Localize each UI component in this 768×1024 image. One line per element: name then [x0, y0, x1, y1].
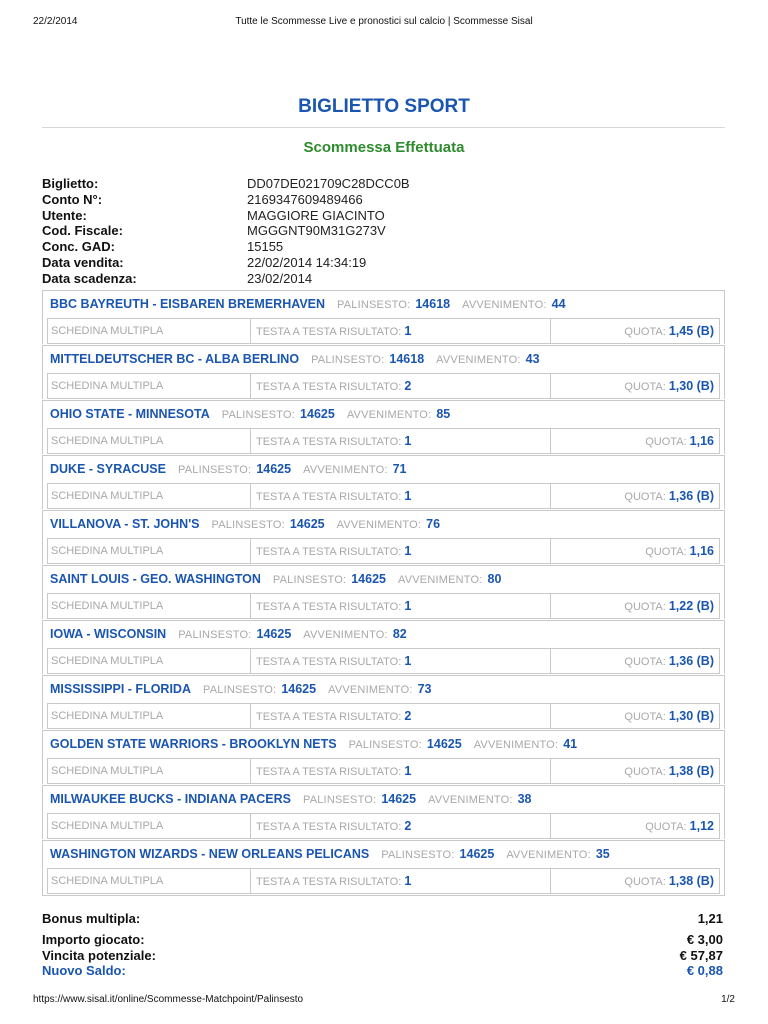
summary-value: 1,21	[697, 911, 723, 926]
summary-label: Nuovo Saldo:	[42, 963, 126, 979]
avvenimento-label: AVVENIMENTO:	[397, 574, 483, 586]
event-item	[42, 290, 725, 344]
schedina-cell	[48, 594, 251, 618]
event-name: MITTELDEUTSCHER BC - ALBA BERLINO	[50, 352, 300, 366]
quota-value: 1,30 (B)	[668, 379, 714, 393]
bet-summary	[42, 911, 725, 979]
summary-label: Bonus multipla:	[42, 911, 141, 926]
risultato-value: 2	[404, 709, 412, 723]
testa-label: TESTA A TESTA RISULTATO:	[256, 876, 402, 888]
info-row-utente	[42, 208, 725, 224]
event-bet-row	[47, 483, 720, 509]
summary-saldo	[42, 963, 725, 979]
ticket-info	[42, 176, 725, 287]
event-header	[43, 456, 724, 483]
info-label: Data vendita:	[42, 254, 124, 270]
event-header	[43, 291, 724, 318]
schedina-cell	[48, 869, 251, 893]
event-header	[43, 511, 724, 538]
quota-label: QUOTA:	[624, 491, 666, 503]
palinsesto-value: 14625	[351, 572, 386, 586]
event-name: MISSISSIPPI - FLORIDA	[50, 682, 191, 696]
event-bet-row	[47, 428, 720, 454]
event-name: BBC BAYREUTH - EISBAREN BREMERHAVEN	[50, 297, 326, 311]
print-url: https://www.sisal.it/online/Scommesse-Matchpoint/Palinsesto	[33, 994, 304, 1005]
quota-cell	[551, 869, 719, 893]
palinsesto-label: PALINSESTO:	[302, 794, 377, 806]
schedina-label: SCHEDINA MULTIPLA	[51, 325, 164, 337]
testa-label: TESTA A TESTA RISULTATO:	[256, 546, 402, 558]
risultato-cell	[251, 594, 551, 618]
risultato-cell	[251, 319, 551, 343]
schedina-label: SCHEDINA MULTIPLA	[51, 380, 164, 392]
info-value: 15155	[247, 239, 284, 255]
testa-label: TESTA A TESTA RISULTATO:	[256, 766, 402, 778]
risultato-value: 1	[404, 324, 412, 338]
quota-value: 1,36 (B)	[668, 489, 714, 503]
risultato-value: 1	[404, 764, 412, 778]
info-value: 23/02/2014	[247, 270, 313, 286]
schedina-label: SCHEDINA MULTIPLA	[51, 820, 164, 832]
print-date: 22/2/2014	[33, 16, 78, 27]
schedina-cell	[48, 539, 251, 563]
events-list	[42, 290, 725, 896]
event-header	[43, 621, 724, 648]
quota-label: QUOTA:	[645, 821, 687, 833]
palinsesto-label: PALINSESTO:	[272, 574, 347, 586]
quota-value: 1,36 (B)	[668, 654, 714, 668]
event-bet-row	[47, 703, 720, 729]
testa-label: TESTA A TESTA RISULTATO:	[256, 821, 402, 833]
summary-bonus	[42, 911, 725, 927]
schedina-cell	[48, 429, 251, 453]
avvenimento-value: 76	[426, 517, 441, 531]
schedina-label: SCHEDINA MULTIPLA	[51, 710, 164, 722]
quota-value: 1,22 (B)	[668, 599, 714, 613]
title-divider	[42, 127, 725, 128]
risultato-cell	[251, 649, 551, 673]
quota-value: 1,38 (B)	[668, 874, 714, 888]
info-row-conto	[42, 192, 725, 208]
schedina-cell	[48, 374, 251, 398]
event-header	[43, 731, 724, 758]
quota-value: 1,16	[689, 544, 714, 558]
event-header	[43, 566, 724, 593]
risultato-cell	[251, 869, 551, 893]
schedina-label: SCHEDINA MULTIPLA	[51, 765, 164, 777]
risultato-value: 2	[404, 819, 412, 833]
print-page-number: 1/2	[721, 994, 735, 1005]
event-item	[42, 840, 725, 896]
risultato-cell	[251, 484, 551, 508]
avvenimento-value: 85	[436, 407, 451, 421]
schedina-cell	[48, 704, 251, 728]
quota-cell	[551, 704, 719, 728]
event-name: MILWAUKEE BUCKS - INDIANA PACERS	[50, 792, 291, 806]
palinsesto-value: 14625	[256, 462, 292, 476]
summary-value: € 57,87	[679, 947, 723, 963]
info-row-conc-gad	[42, 239, 725, 255]
palinsesto-value: 14625	[281, 682, 317, 696]
quota-cell	[551, 539, 719, 563]
event-item	[42, 675, 725, 729]
event-bet-row	[47, 868, 720, 894]
avvenimento-value: 38	[517, 792, 532, 806]
summary-label: Vincita potenziale:	[42, 947, 156, 963]
info-label: Cod. Fiscale:	[42, 223, 123, 239]
quota-label: QUOTA:	[645, 546, 687, 558]
risultato-value: 1	[404, 599, 412, 613]
quota-cell	[551, 484, 719, 508]
event-name: OHIO STATE - MINNESOTA	[50, 407, 210, 421]
quota-value: 1,16	[689, 434, 714, 448]
palinsesto-label: PALINSESTO:	[211, 519, 285, 531]
avvenimento-label: AVVENIMENTO:	[473, 739, 559, 751]
testa-label: TESTA A TESTA RISULTATO:	[256, 656, 402, 668]
testa-label: TESTA A TESTA RISULTATO:	[256, 491, 402, 503]
palinsesto-label: PALINSESTO:	[381, 849, 455, 861]
avvenimento-label: AVVENIMENTO:	[506, 849, 591, 861]
avvenimento-label: AVVENIMENTO:	[328, 684, 413, 696]
info-label: Data scadenza:	[42, 270, 137, 286]
page-subtitle: Scommessa Effettuata	[303, 139, 465, 156]
avvenimento-label: AVVENIMENTO:	[462, 299, 547, 311]
event-bet-row	[47, 538, 720, 564]
event-item	[42, 785, 725, 839]
info-label: Conc. GAD:	[42, 239, 115, 255]
quota-label: QUOTA:	[624, 766, 666, 778]
testa-label: TESTA A TESTA RISULTATO:	[256, 381, 402, 393]
quota-value: 1,45 (B)	[668, 324, 714, 338]
event-bet-row	[47, 593, 720, 619]
event-item	[42, 565, 725, 619]
schedina-label: SCHEDINA MULTIPLA	[51, 875, 164, 887]
testa-label: TESTA A TESTA RISULTATO:	[256, 326, 402, 338]
event-header	[43, 346, 724, 373]
quota-label: QUOTA:	[624, 876, 666, 888]
avvenimento-label: AVVENIMENTO:	[428, 794, 513, 806]
avvenimento-value: 80	[487, 572, 502, 586]
info-label: Conto N°:	[42, 191, 103, 207]
quota-value: 1,12	[689, 819, 714, 833]
avvenimento-label: AVVENIMENTO:	[346, 409, 432, 421]
testa-label: TESTA A TESTA RISULTATO:	[256, 711, 402, 723]
schedina-cell	[48, 484, 251, 508]
risultato-cell	[251, 429, 551, 453]
quota-label: QUOTA:	[624, 601, 666, 613]
event-item	[42, 455, 725, 509]
avvenimento-label: AVVENIMENTO:	[436, 354, 521, 366]
palinsesto-label: PALINSESTO:	[178, 464, 252, 476]
quota-cell	[551, 594, 719, 618]
info-value: DD07DE021709C28DCC0B	[247, 176, 410, 191]
summary-label: Importo giocato:	[42, 931, 145, 947]
event-item	[42, 730, 725, 784]
event-item	[42, 510, 725, 564]
avvenimento-value: 82	[392, 627, 407, 641]
palinsesto-label: PALINSESTO:	[203, 684, 277, 696]
event-name: IOWA - WISCONSIN	[50, 627, 167, 641]
palinsesto-value: 14625	[426, 737, 462, 751]
event-item	[42, 345, 725, 399]
summary-vincita	[42, 948, 725, 964]
page-title: BIGLIETTO SPORT	[298, 96, 470, 117]
palinsesto-value: 14625	[459, 847, 495, 861]
quota-value: 1,30 (B)	[668, 709, 714, 723]
avvenimento-value: 44	[551, 297, 566, 311]
schedina-cell	[48, 759, 251, 783]
info-row-cod-fiscale	[42, 223, 725, 239]
risultato-value: 1	[404, 544, 412, 558]
event-header	[43, 676, 724, 703]
quota-label: QUOTA:	[645, 436, 687, 448]
quota-value: 1,38 (B)	[668, 764, 714, 778]
print-page-title: Tutte le Scommesse Live e pronostici sul calcio | Scommesse Sisal	[235, 16, 533, 27]
schedina-label: SCHEDINA MULTIPLA	[51, 545, 164, 557]
info-label: Biglietto:	[42, 176, 99, 191]
info-row-data-scadenza	[42, 271, 725, 287]
event-header	[43, 401, 724, 428]
schedina-label: SCHEDINA MULTIPLA	[51, 435, 164, 447]
palinsesto-value: 14625	[381, 792, 417, 806]
avvenimento-value: 41	[563, 737, 578, 751]
risultato-value: 2	[404, 379, 412, 393]
info-value: MGGGNT90M31G273V	[247, 223, 386, 239]
quota-label: QUOTA:	[624, 711, 666, 723]
summary-value: € 0,88	[686, 963, 723, 979]
palinsesto-label: PALINSESTO:	[221, 409, 296, 421]
testa-label: TESTA A TESTA RISULTATO:	[256, 436, 402, 448]
info-label: Utente:	[42, 207, 87, 223]
summary-importo	[42, 932, 725, 948]
risultato-cell	[251, 759, 551, 783]
avvenimento-value: 73	[417, 682, 432, 696]
schedina-label: SCHEDINA MULTIPLA	[51, 655, 164, 667]
testa-label: TESTA A TESTA RISULTATO:	[256, 601, 402, 613]
palinsesto-value: 14625	[300, 407, 335, 421]
summary-value: € 3,00	[686, 931, 723, 947]
event-header	[43, 786, 724, 813]
event-name: VILLANOVA - ST. JOHN'S	[50, 517, 200, 531]
avvenimento-value: 43	[525, 352, 540, 366]
avvenimento-label: AVVENIMENTO:	[303, 464, 388, 476]
event-bet-row	[47, 373, 720, 399]
schedina-cell	[48, 814, 251, 838]
quota-label: QUOTA:	[624, 656, 666, 668]
info-value: MAGGIORE GIACINTO	[247, 207, 385, 223]
quota-cell	[551, 429, 719, 453]
quota-cell	[551, 759, 719, 783]
quota-cell	[551, 374, 719, 398]
risultato-value: 1	[404, 489, 412, 503]
risultato-value: 1	[404, 434, 412, 448]
schedina-label: SCHEDINA MULTIPLA	[51, 600, 164, 612]
risultato-cell	[251, 814, 551, 838]
schedina-cell	[48, 649, 251, 673]
avvenimento-label: AVVENIMENTO:	[336, 519, 422, 531]
schedina-cell	[48, 319, 251, 343]
quota-label: QUOTA:	[624, 326, 666, 338]
info-value: 2169347609489466	[247, 191, 363, 207]
palinsesto-value: 14618	[389, 352, 425, 366]
event-name: DUKE - SYRACUSE	[50, 462, 166, 476]
risultato-cell	[251, 374, 551, 398]
palinsesto-value: 14618	[415, 297, 451, 311]
event-item	[42, 620, 725, 674]
event-bet-row	[47, 318, 720, 344]
event-bet-row	[47, 813, 720, 839]
palinsesto-label: PALINSESTO:	[348, 739, 422, 751]
info-row-biglietto	[42, 176, 725, 192]
risultato-value: 1	[404, 874, 412, 888]
info-row-data-vendita	[42, 255, 725, 271]
avvenimento-value: 71	[392, 462, 407, 476]
quota-cell	[551, 814, 719, 838]
schedina-label: SCHEDINA MULTIPLA	[51, 490, 164, 502]
palinsesto-label: PALINSESTO:	[311, 354, 385, 366]
palinsesto-label: PALINSESTO:	[178, 629, 252, 641]
event-name: GOLDEN STATE WARRIORS - BROOKLYN NETS	[50, 737, 337, 751]
palinsesto-label: PALINSESTO:	[337, 299, 411, 311]
risultato-value: 1	[404, 654, 412, 668]
quota-cell	[551, 319, 719, 343]
quota-label: QUOTA:	[624, 381, 666, 393]
event-bet-row	[47, 758, 720, 784]
palinsesto-value: 14625	[289, 517, 325, 531]
avvenimento-value: 35	[595, 847, 610, 861]
risultato-cell	[251, 704, 551, 728]
event-bet-row	[47, 648, 720, 674]
risultato-cell	[251, 539, 551, 563]
event-name: WASHINGTON WIZARDS - NEW ORLEANS PELICANS	[50, 847, 370, 861]
avvenimento-label: AVVENIMENTO:	[303, 629, 388, 641]
event-name: SAINT LOUIS - GEO. WASHINGTON	[50, 572, 261, 586]
quota-cell	[551, 649, 719, 673]
event-header	[43, 841, 724, 868]
event-item	[42, 400, 725, 454]
info-value: 22/02/2014 14:34:19	[247, 254, 367, 270]
palinsesto-value: 14625	[256, 627, 292, 641]
